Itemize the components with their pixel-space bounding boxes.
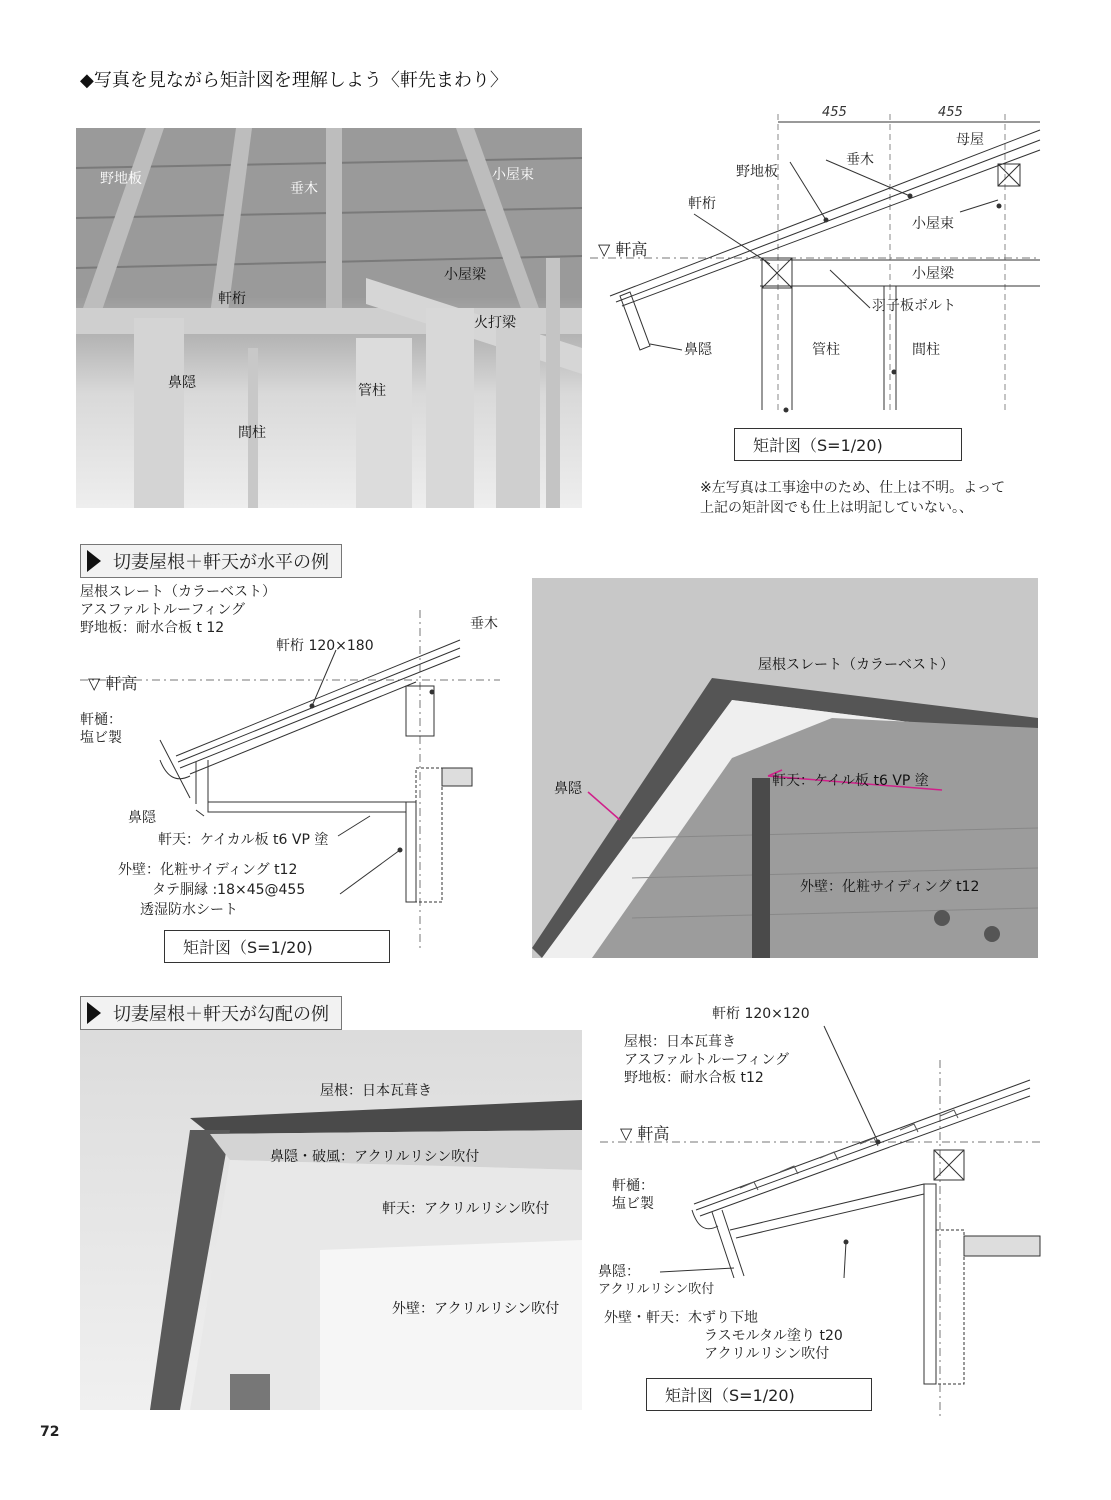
section1-diagram — [590, 100, 1090, 440]
label-roof-kawara: 屋根：日本瓦葺き — [624, 1034, 736, 1050]
eave-photo-horizontal — [532, 578, 1038, 958]
label-hanakakushi-2: 鼻隠 — [128, 810, 156, 826]
label-moya: 母屋 — [956, 132, 984, 148]
dim-label-1: 455 — [822, 105, 847, 120]
label-roof-slate: 屋根スレート（カラーベスト） — [80, 584, 276, 600]
photo-label-kudabashira: 管柱 — [358, 383, 386, 399]
label-nokigeta-3: 軒桁 120×120 — [712, 1006, 810, 1022]
section3-diagram — [600, 1060, 1040, 1420]
scale-box-2: 矩計図（S=1/20) — [164, 930, 390, 963]
photo-label-roof-kawara: 屋根：日本瓦葺き — [320, 1083, 432, 1099]
label-wall-3c: アクリルリシン吹付 — [704, 1346, 830, 1362]
photo-label-mabashira: 間柱 — [238, 425, 266, 441]
photo-label-wall-siding: 外壁：化粧サイディング t12 — [800, 879, 980, 895]
note-line-1: ※左写真は工事途中のため、仕上は不明。よって — [700, 480, 1006, 496]
label-wall-furring: タテ胴縁 :18×45@455 — [152, 882, 306, 898]
photo-label-roof-slate: 屋根スレート（カラーベスト） — [758, 657, 954, 673]
label-koyabari: 小屋梁 — [912, 266, 954, 282]
label-wall-3a: 外壁・軒天：木ずり下地 — [604, 1310, 758, 1326]
label-nokigeta: 軒桁 — [688, 196, 716, 212]
page-heading: ◆写真を見ながら矩計図を理解しよう〈軒先まわり〉 — [80, 70, 508, 91]
label-hanakakushi: 鼻隠 — [684, 342, 712, 358]
page-number: 72 — [40, 1424, 60, 1440]
photo-label-nokigeta: 軒桁 — [218, 291, 246, 307]
label-hanakakushi-3b: アクリルリシン吹付 — [598, 1282, 715, 1297]
photo-label-koyabari: 小屋梁 — [444, 267, 486, 283]
scale-box-3: 矩計図（S=1/20) — [646, 1378, 872, 1411]
label-wall-sheet: 透湿防水シート — [140, 902, 238, 918]
label-taruki: 垂木 — [846, 152, 874, 168]
label-nokitoi-3b: 塩ビ製 — [612, 1196, 654, 1212]
photo-label-nokiten-3: 軒天：アクリルリシン吹付 — [382, 1201, 550, 1217]
section2-title-bar — [80, 544, 342, 578]
label-nokitoi-2: 塩ビ製 — [80, 730, 122, 746]
triangle-icon — [87, 1002, 101, 1024]
dim-label-2: 455 — [938, 105, 963, 120]
photo-label-taruki: 垂木 — [290, 181, 318, 197]
label-asphalt-roofing: アスファルトルーフィング — [80, 602, 246, 618]
label-nojiita-3: 野地板：耐水合板 t12 — [624, 1070, 764, 1086]
section3-title: 切妻屋根＋軒天が勾配の例 — [113, 1004, 329, 1025]
triangle-icon — [87, 550, 101, 572]
label-nokidaka: ▽ 軒高 — [598, 240, 648, 259]
note-line-2: 上記の矩計図でも仕上は明記していない。、 — [700, 500, 973, 516]
framing-photo — [76, 128, 582, 508]
label-nokitoi-3a: 軒樋： — [612, 1178, 654, 1194]
label-nokigeta-2: 軒桁 120×180 — [276, 638, 374, 654]
eave-photo-horizontal-illustration — [532, 578, 1038, 958]
photo-label-hiuchibari: 火打梁 — [474, 315, 516, 331]
label-nokidaka-2: ▽ 軒高 — [88, 674, 138, 693]
label-kudabashira: 管柱 — [812, 342, 840, 358]
scale-box-1: 矩計図（S=1/20) — [734, 428, 962, 461]
photo-label-nokiten-2: 軒天：ケイル板 t6 VP 塗 — [772, 773, 929, 789]
photo-label-hanakakushi-2: 鼻隠 — [554, 781, 582, 797]
label-mabashira: 間柱 — [912, 342, 940, 358]
label-koyazuka: 小屋束 — [912, 216, 954, 232]
section3-title-bar — [80, 996, 342, 1030]
label-nojiita-t12: 野地板：耐水合板 t 12 — [80, 620, 225, 636]
label-haganeita-bolt: 羽子板ボルト — [872, 298, 956, 314]
photo-label-hanakakushi: 鼻隠 — [168, 375, 196, 391]
label-nokidaka-3: ▽ 軒高 — [620, 1124, 670, 1143]
photo-label-koyazuka: 小屋束 — [492, 167, 534, 183]
photo-label-nojiita: 野地板 — [100, 171, 142, 187]
photo-label-wall-lysine: 外壁：アクリルリシン吹付 — [392, 1301, 560, 1317]
label-asphalt-roofing-3: アスファルトルーフィング — [624, 1052, 790, 1068]
eave-photo-sloped — [80, 1030, 582, 1410]
photo-label-hanakakushi-hafu: 鼻隠・破風：アクリルリシン吹付 — [270, 1149, 480, 1165]
label-hanakakushi-3a: 鼻隠： — [598, 1264, 640, 1280]
label-nokiten-2: 軒天：ケイカル板 t6 VP 塗 — [158, 832, 329, 848]
section2-title: 切妻屋根＋軒天が水平の例 — [113, 552, 329, 573]
label-wall-3b: ラスモルタル塗り t20 — [704, 1328, 843, 1344]
label-wall-siding: 外壁：化粧サイディング t12 — [118, 862, 298, 878]
label-nokitoi-1: 軒樋： — [80, 712, 122, 728]
label-nojiita: 野地板 — [736, 164, 778, 180]
label-taruki-2: 垂木 — [470, 616, 498, 632]
